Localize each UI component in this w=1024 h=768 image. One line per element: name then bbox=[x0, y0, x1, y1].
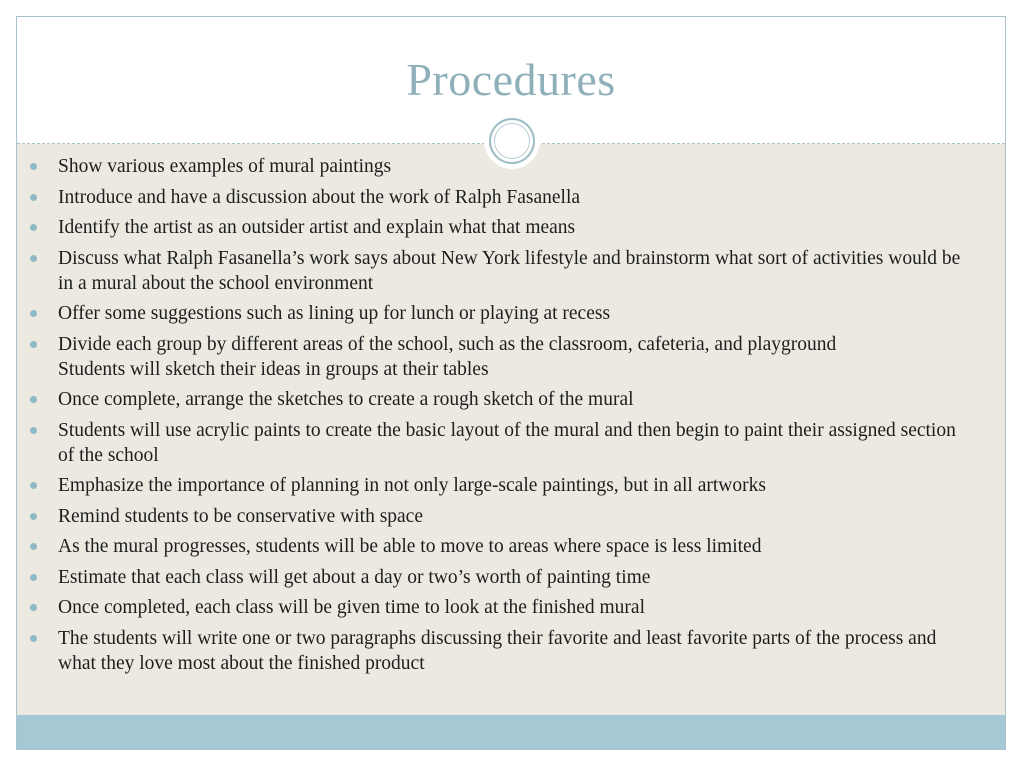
bullet-item bbox=[28, 185, 968, 210]
bullet-dot-icon bbox=[30, 163, 37, 170]
continuation-line: Students will sketch their ideas in groups at their tables bbox=[58, 358, 489, 380]
footer-bar bbox=[17, 715, 1005, 749]
bullet-item bbox=[28, 473, 968, 498]
bullet-list bbox=[28, 154, 968, 681]
bullet-item bbox=[28, 595, 968, 620]
bullet-dot-icon bbox=[30, 482, 37, 489]
bullet-item bbox=[28, 504, 968, 529]
bullet-text: The students will write one or two paragraphs discussing their favorite and least favorite parts of the process and what they love most about the finished product bbox=[58, 627, 937, 674]
bullet-text: Once complete, arrange the sketches to create a rough sketch of the mural bbox=[58, 389, 634, 410]
bullet-item bbox=[28, 301, 968, 326]
bullet-text: Discuss what Ralph Fasanella’s work says about New York lifestyle and brainstorm what sort of activities would be in a mural about the school environment bbox=[58, 247, 961, 294]
bullet-text: Introduce and have a discussion about the work of Ralph Fasanella bbox=[58, 186, 581, 208]
bullet-item bbox=[28, 154, 968, 179]
bullet-item bbox=[28, 418, 968, 468]
bullet-dot-icon bbox=[30, 574, 37, 581]
bullet-dot-icon bbox=[30, 513, 37, 520]
bullet-dot-icon bbox=[30, 427, 37, 434]
bullet-text: Once completed, each class will be given time to look at the finished mural bbox=[58, 597, 645, 618]
bullet-dot-icon bbox=[30, 224, 37, 231]
bullet-text: Offer some suggestions such as lining up for lunch or playing at recess bbox=[58, 303, 611, 324]
bullet-text: Emphasize the importance of planning in not only large-scale paintings, but in all artworks bbox=[58, 475, 766, 496]
bullet-item bbox=[28, 626, 968, 676]
bullet-item bbox=[28, 215, 968, 240]
bullet-dot-icon bbox=[30, 604, 37, 611]
bullet-dot-icon bbox=[30, 310, 37, 317]
slide-title: Procedures bbox=[406, 54, 616, 105]
bullet-dot-icon bbox=[30, 396, 37, 403]
bullet-dot-icon bbox=[30, 255, 37, 262]
bullet-text: As the mural progresses, students will be able to move to areas where space is less limited bbox=[58, 536, 762, 557]
bullet-text: Remind students to be conservative with space bbox=[58, 505, 423, 527]
bullet-text: Estimate that each class will get about a day or two’s worth of painting time bbox=[58, 566, 651, 588]
bullet-text: Students will use acrylic paints to create the basic layout of the mural and then begin to paint their assigned section of the school bbox=[58, 419, 956, 466]
bullet-dot-icon bbox=[30, 635, 37, 642]
bullet-text: Identify the artist as an outsider artist and explain what that means bbox=[58, 217, 576, 238]
bullet-text: Divide each group by different areas of the school, such as the classroom, cafeteria, and playground bbox=[58, 333, 837, 355]
bullet-item bbox=[28, 387, 968, 412]
bullet-item bbox=[28, 332, 968, 382]
bullet-dot-icon bbox=[30, 194, 37, 201]
bullet-text: Show various examples of mural paintings bbox=[58, 156, 392, 177]
bullet-item bbox=[28, 565, 968, 590]
bullet-dot-icon bbox=[30, 543, 37, 550]
bullet-item bbox=[28, 246, 968, 296]
bullet-dot-icon bbox=[30, 341, 37, 348]
bullet-item bbox=[28, 534, 968, 559]
